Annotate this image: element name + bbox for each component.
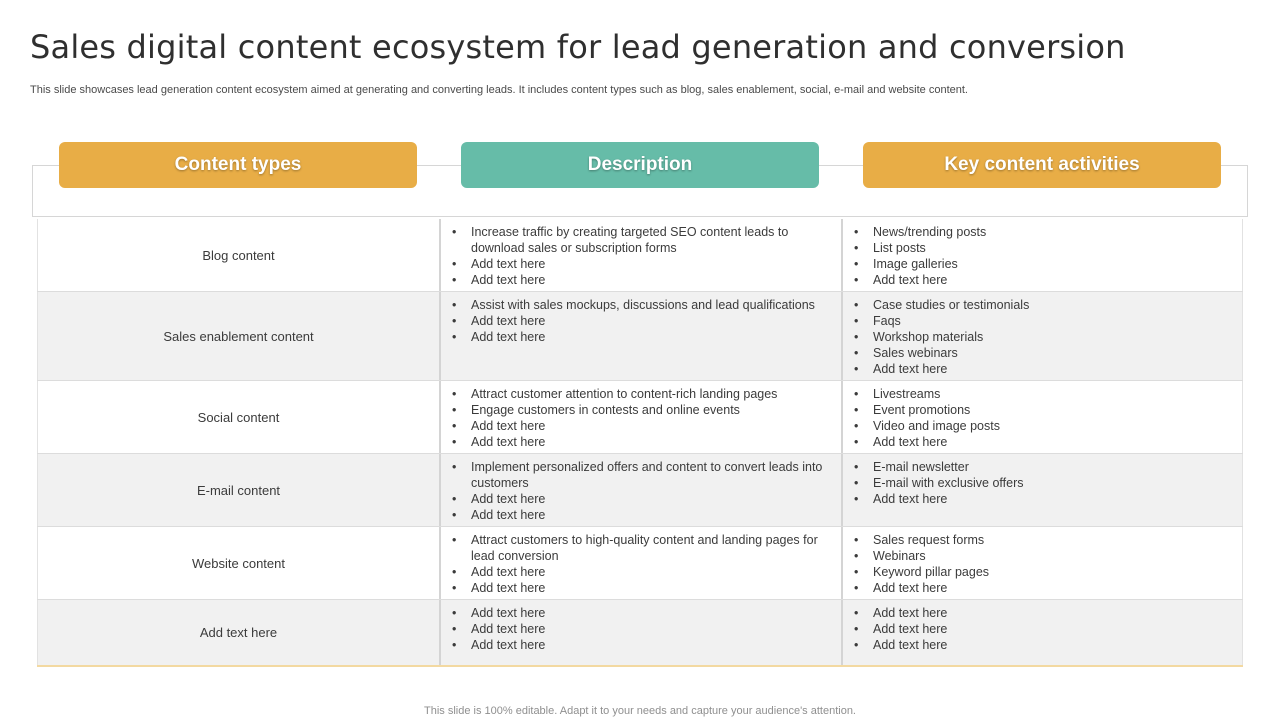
list-item: • Add text here — [451, 580, 825, 596]
page-subtitle: This slide showcases lead generation content ecosystem aimed at generating and converting leads. It includes content types such as blog, sales enablement, social, e-mail and website content. — [30, 84, 968, 96]
content-type-cell: Social content — [37, 381, 439, 453]
list-item: • Add text here — [451, 256, 825, 272]
list-item: • Add text here — [451, 637, 825, 653]
content-type-cell: Blog content — [37, 219, 439, 291]
list-item: • Event promotions — [853, 402, 1226, 418]
activities-cell — [841, 600, 1243, 665]
description-cell — [439, 600, 841, 665]
list-item: • Add text here — [853, 605, 1226, 621]
activities-cell — [841, 381, 1243, 453]
list-item: • Image galleries — [853, 256, 1226, 272]
list-item: • Workshop materials — [853, 329, 1226, 345]
list-item: • Add text here — [451, 605, 825, 621]
footer-note: This slide is 100% editable. Adapt it to your needs and capture your audience's attention. — [424, 705, 856, 717]
list-item: • Add text here — [451, 491, 825, 507]
table-row — [37, 219, 1243, 292]
list-item: • Add text here — [853, 272, 1226, 288]
description-cell — [439, 381, 841, 453]
list-item: • Add text here — [853, 580, 1226, 596]
list-item: • News/trending posts — [853, 224, 1226, 240]
list-item: • Add text here — [853, 637, 1226, 653]
table-row — [37, 381, 1243, 454]
table-row — [37, 527, 1243, 600]
list-item: • Faqs — [853, 313, 1226, 329]
description-cell — [439, 527, 841, 599]
list-item: • E-mail newsletter — [853, 459, 1226, 475]
list-item: • Add text here — [853, 434, 1226, 450]
list-item: • Add text here — [451, 434, 825, 450]
list-item: • Add text here — [853, 491, 1226, 507]
list-item: • Add text here — [853, 621, 1226, 637]
content-table — [37, 219, 1243, 667]
list-item: • Add text here — [451, 313, 825, 329]
header-content-types: Content types — [59, 142, 417, 188]
list-item: • Add text here — [451, 418, 825, 434]
table-row — [37, 454, 1243, 527]
content-type-cell: Website content — [37, 527, 439, 599]
list-item: • List posts — [853, 240, 1226, 256]
list-item: • Add text here — [451, 329, 825, 345]
content-type-cell: Sales enablement content — [37, 292, 439, 380]
header-description: Description — [461, 142, 819, 188]
list-item: • Sales request forms — [853, 532, 1226, 548]
list-item: • Add text here — [853, 361, 1226, 377]
list-item: • Video and image posts — [853, 418, 1226, 434]
list-item: • Add text here — [451, 621, 825, 637]
list-item: • Webinars — [853, 548, 1226, 564]
activities-cell — [841, 292, 1243, 380]
list-item: • Attract customer attention to content-rich landing pages — [451, 386, 825, 402]
table-row — [37, 600, 1243, 665]
list-item: • Assist with sales mockups, discussions and lead qualifications — [451, 297, 825, 313]
list-item: • Engage customers in contests and online events — [451, 402, 825, 418]
list-item: • Increase traffic by creating targeted SEO content leads to download sales or subscription forms — [451, 224, 825, 256]
description-cell — [439, 219, 841, 291]
list-item: • Case studies or testimonials — [853, 297, 1226, 313]
page-title: Sales digital content ecosystem for lead generation and conversion — [30, 28, 1126, 66]
list-item: • E-mail with exclusive offers — [853, 475, 1226, 491]
list-item: • Attract customers to high-quality content and landing pages for lead conversion — [451, 532, 825, 564]
content-type-cell: Add text here — [37, 600, 439, 665]
list-item: • Keyword pillar pages — [853, 564, 1226, 580]
content-type-cell: E-mail content — [37, 454, 439, 526]
activities-cell — [841, 454, 1243, 526]
list-item: • Add text here — [451, 272, 825, 288]
activities-cell — [841, 219, 1243, 291]
list-item: • Add text here — [451, 507, 825, 523]
list-item: • Implement personalized offers and content to convert leads into customers — [451, 459, 825, 491]
description-cell — [439, 454, 841, 526]
table-row — [37, 292, 1243, 381]
header-key-content-activities: Key content activities — [863, 142, 1221, 188]
description-cell — [439, 292, 841, 380]
list-item: • Livestreams — [853, 386, 1226, 402]
list-item: • Sales webinars — [853, 345, 1226, 361]
activities-cell — [841, 527, 1243, 599]
list-item: • Add text here — [451, 564, 825, 580]
